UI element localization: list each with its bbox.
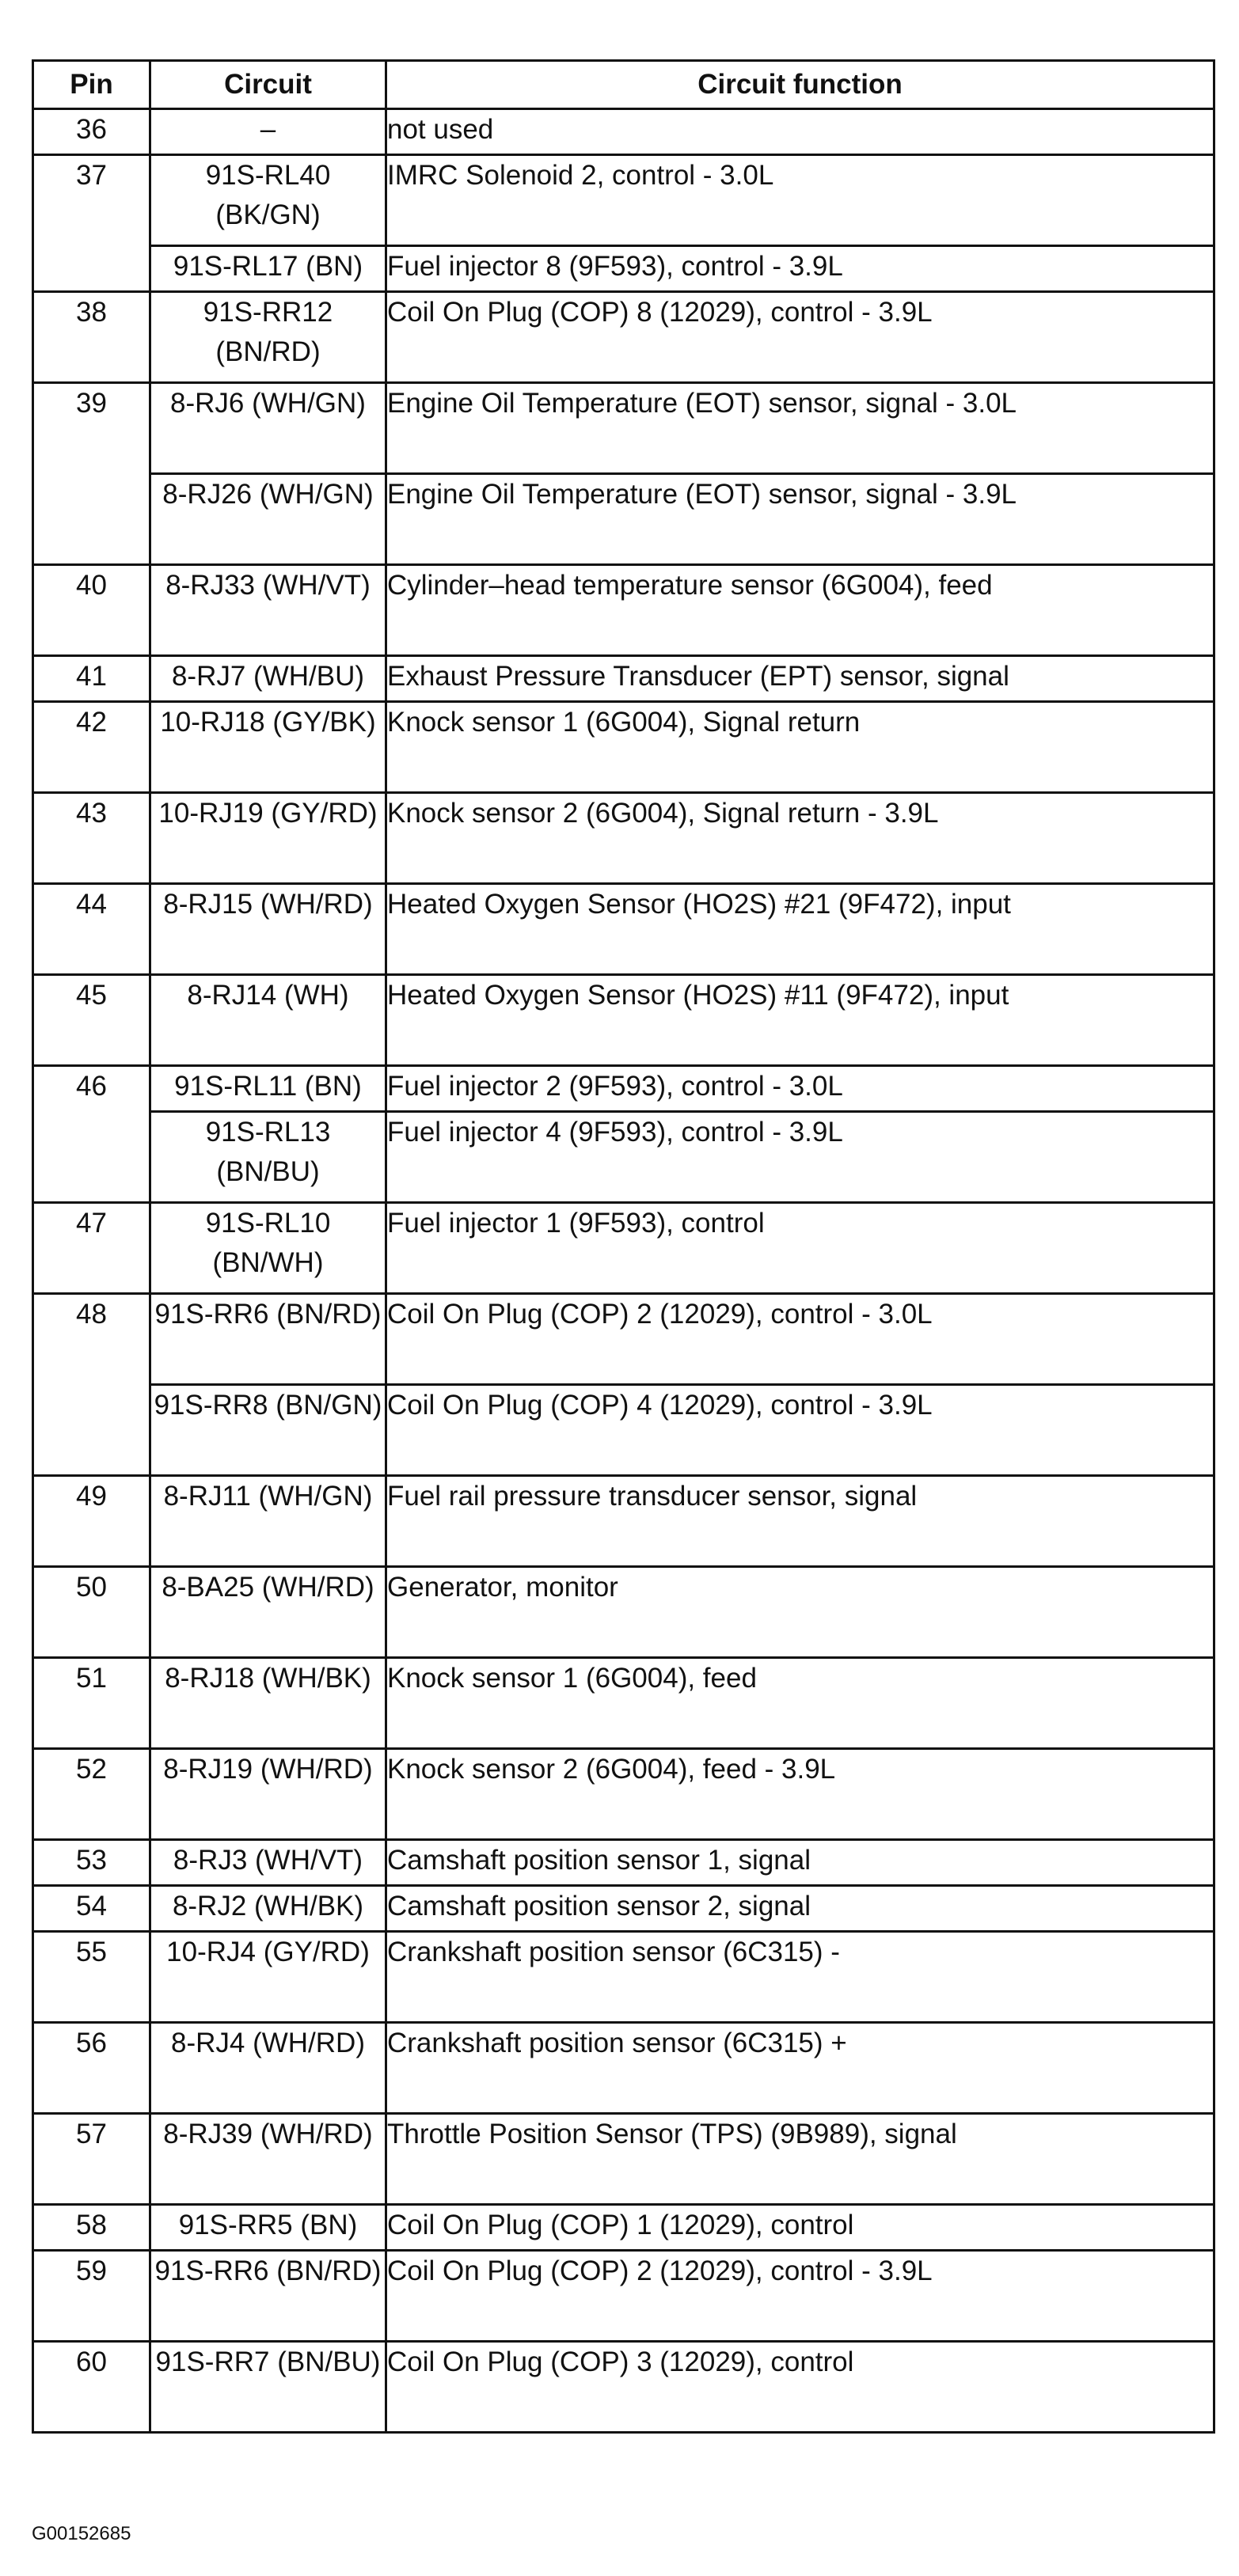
circuit-function-cell: Generator, monitor [386,1567,1214,1658]
pin-number-cell: 47 [33,1203,150,1294]
table-header-row [33,61,1214,109]
circuit-cell: 91S-RR6 (BN/RD) [150,2251,386,2342]
pin-number-cell: 42 [33,702,150,793]
circuit-cell: 91S-RR5 (BN) [150,2205,386,2251]
circuit-cell: 91S-RL10 (BN/WH) [150,1203,386,1294]
table-row [33,109,1214,155]
circuit-cell: 8-RJ39 (WH/RD) [150,2114,386,2205]
table-row [33,1886,1214,1932]
circuit-function-cell: Heated Oxygen Sensor (HO2S) #11 (9F472), input [386,975,1214,1066]
pin-number-cell: 45 [33,975,150,1066]
table-row [33,1112,1214,1203]
table-row [33,1066,1214,1112]
circuit-function-cell: Camshaft position sensor 1, signal [386,1840,1214,1886]
circuit-function-cell: Knock sensor 1 (6G004), Signal return [386,702,1214,793]
pin-number-cell: 51 [33,1658,150,1749]
pin-number-cell: 38 [33,292,150,383]
table-row [33,246,1214,292]
circuit-cell: 91S-RL11 (BN) [150,1066,386,1112]
table-row [33,1294,1214,1385]
circuit-function-cell: Fuel injector 4 (9F593), control - 3.9L [386,1112,1214,1203]
circuit-function-cell: Knock sensor 2 (6G004), Signal return - 3.9L [386,793,1214,884]
circuit-function-cell: Knock sensor 1 (6G004), feed [386,1658,1214,1749]
column-header-pin: Pin [33,61,150,109]
pin-number-cell: 58 [33,2205,150,2251]
circuit-function-cell: IMRC Solenoid 2, control - 3.0L [386,155,1214,246]
circuit-cell: 8-RJ26 (WH/GN) [150,474,386,565]
circuit-function-cell: Knock sensor 2 (6G004), feed - 3.9L [386,1749,1214,1840]
pin-number-cell: 49 [33,1476,150,1567]
pin-number-cell: 50 [33,1567,150,1658]
pinout-table [32,59,1215,2434]
circuit-function-cell: Engine Oil Temperature (EOT) sensor, signal - 3.9L [386,474,1214,565]
pin-number-cell: 56 [33,2023,150,2114]
circuit-function-cell: Fuel injector 8 (9F593), control - 3.9L [386,246,1214,292]
circuit-function-cell: Engine Oil Temperature (EOT) sensor, signal - 3.0L [386,383,1214,474]
pin-number-cell: 43 [33,793,150,884]
table-row [33,975,1214,1066]
pin-number-cell: 54 [33,1886,150,1932]
figure-id: G00152685 [32,2523,131,2544]
circuit-cell: 8-RJ19 (WH/RD) [150,1749,386,1840]
table-row [33,702,1214,793]
table-row [33,1385,1214,1476]
circuit-cell: 8-RJ2 (WH/BK) [150,1886,386,1932]
table-row [33,884,1214,975]
circuit-function-cell: Coil On Plug (COP) 2 (12029), control - 3.0L [386,1294,1214,1385]
circuit-function-cell: Coil On Plug (COP) 3 (12029), control [386,2342,1214,2433]
pin-number-cell: 40 [33,565,150,656]
pin-number-cell: 46 [33,1066,150,1203]
pin-number-cell: 55 [33,1932,150,2023]
pin-number-cell: 60 [33,2342,150,2433]
table-row [33,2023,1214,2114]
circuit-function-cell: Cylinder–head temperature sensor (6G004), feed [386,565,1214,656]
pin-number-cell: 57 [33,2114,150,2205]
table-row [33,2342,1214,2433]
pin-number-cell: 52 [33,1749,150,1840]
table-row [33,1840,1214,1886]
circuit-function-cell: Coil On Plug (COP) 2 (12029), control - 3.9L [386,2251,1214,2342]
circuit-cell: 8-RJ4 (WH/RD) [150,2023,386,2114]
circuit-cell: 91S-RR7 (BN/BU) [150,2342,386,2433]
circuit-cell: 8-RJ11 (WH/GN) [150,1476,386,1567]
circuit-cell: 10-RJ4 (GY/RD) [150,1932,386,2023]
circuit-function-cell: Heated Oxygen Sensor (HO2S) #21 (9F472), input [386,884,1214,975]
pin-number-cell: 36 [33,109,150,155]
circuit-function-cell: Crankshaft position sensor (6C315) + [386,2023,1214,2114]
circuit-function-cell: Coil On Plug (COP) 8 (12029), control - 3.9L [386,292,1214,383]
pin-number-cell: 41 [33,656,150,702]
table-row [33,565,1214,656]
circuit-function-cell: Fuel rail pressure transducer sensor, signal [386,1476,1214,1567]
table-row [33,1658,1214,1749]
circuit-function-cell: not used [386,109,1214,155]
table-row [33,1749,1214,1840]
table-body [33,109,1214,2433]
pin-number-cell: 59 [33,2251,150,2342]
table-row [33,656,1214,702]
circuit-cell: 8-RJ14 (WH) [150,975,386,1066]
circuit-cell: 91S-RL17 (BN) [150,246,386,292]
circuit-cell: 10-RJ19 (GY/RD) [150,793,386,884]
circuit-cell: 8-RJ3 (WH/VT) [150,1840,386,1886]
circuit-function-cell: Camshaft position sensor 2, signal [386,1886,1214,1932]
circuit-function-cell: Crankshaft position sensor (6C315) - [386,1932,1214,2023]
circuit-cell: 91S-RR8 (BN/GN) [150,1385,386,1476]
table-row [33,383,1214,474]
circuit-cell: 10-RJ18 (GY/BK) [150,702,386,793]
circuit-cell: 91S-RL40 (BK/GN) [150,155,386,246]
table-row [33,292,1214,383]
column-header-circuit: Circuit [150,61,386,109]
table-row [33,1567,1214,1658]
table-row [33,474,1214,565]
circuit-function-cell: Fuel injector 2 (9F593), control - 3.0L [386,1066,1214,1112]
table-row [33,1932,1214,2023]
circuit-function-cell: Throttle Position Sensor (TPS) (9B989), signal [386,2114,1214,2205]
circuit-function-cell: Coil On Plug (COP) 1 (12029), control [386,2205,1214,2251]
table-row [33,1203,1214,1294]
table-row [33,1476,1214,1567]
circuit-cell: 91S-RR12 (BN/RD) [150,292,386,383]
pin-number-cell: 39 [33,383,150,565]
circuit-cell: 8-RJ33 (WH/VT) [150,565,386,656]
circuit-cell: – [150,109,386,155]
table-row [33,793,1214,884]
circuit-function-cell: Coil On Plug (COP) 4 (12029), control - 3.9L [386,1385,1214,1476]
circuit-cell: 8-RJ6 (WH/GN) [150,383,386,474]
pin-number-cell: 44 [33,884,150,975]
circuit-function-cell: Exhaust Pressure Transducer (EPT) sensor, signal [386,656,1214,702]
pin-number-cell: 53 [33,1840,150,1886]
column-header-function: Circuit function [386,61,1214,109]
circuit-cell: 8-RJ7 (WH/BU) [150,656,386,702]
pin-number-cell: 37 [33,155,150,292]
circuit-cell: 91S-RR6 (BN/RD) [150,1294,386,1385]
circuit-cell: 8-RJ15 (WH/RD) [150,884,386,975]
table-row [33,155,1214,246]
circuit-cell: 8-RJ18 (WH/BK) [150,1658,386,1749]
table-row [33,2114,1214,2205]
pin-number-cell: 48 [33,1294,150,1476]
circuit-cell: 8-BA25 (WH/RD) [150,1567,386,1658]
circuit-cell: 91S-RL13 (BN/BU) [150,1112,386,1203]
table-row [33,2251,1214,2342]
circuit-function-cell: Fuel injector 1 (9F593), control [386,1203,1214,1294]
table-row [33,2205,1214,2251]
